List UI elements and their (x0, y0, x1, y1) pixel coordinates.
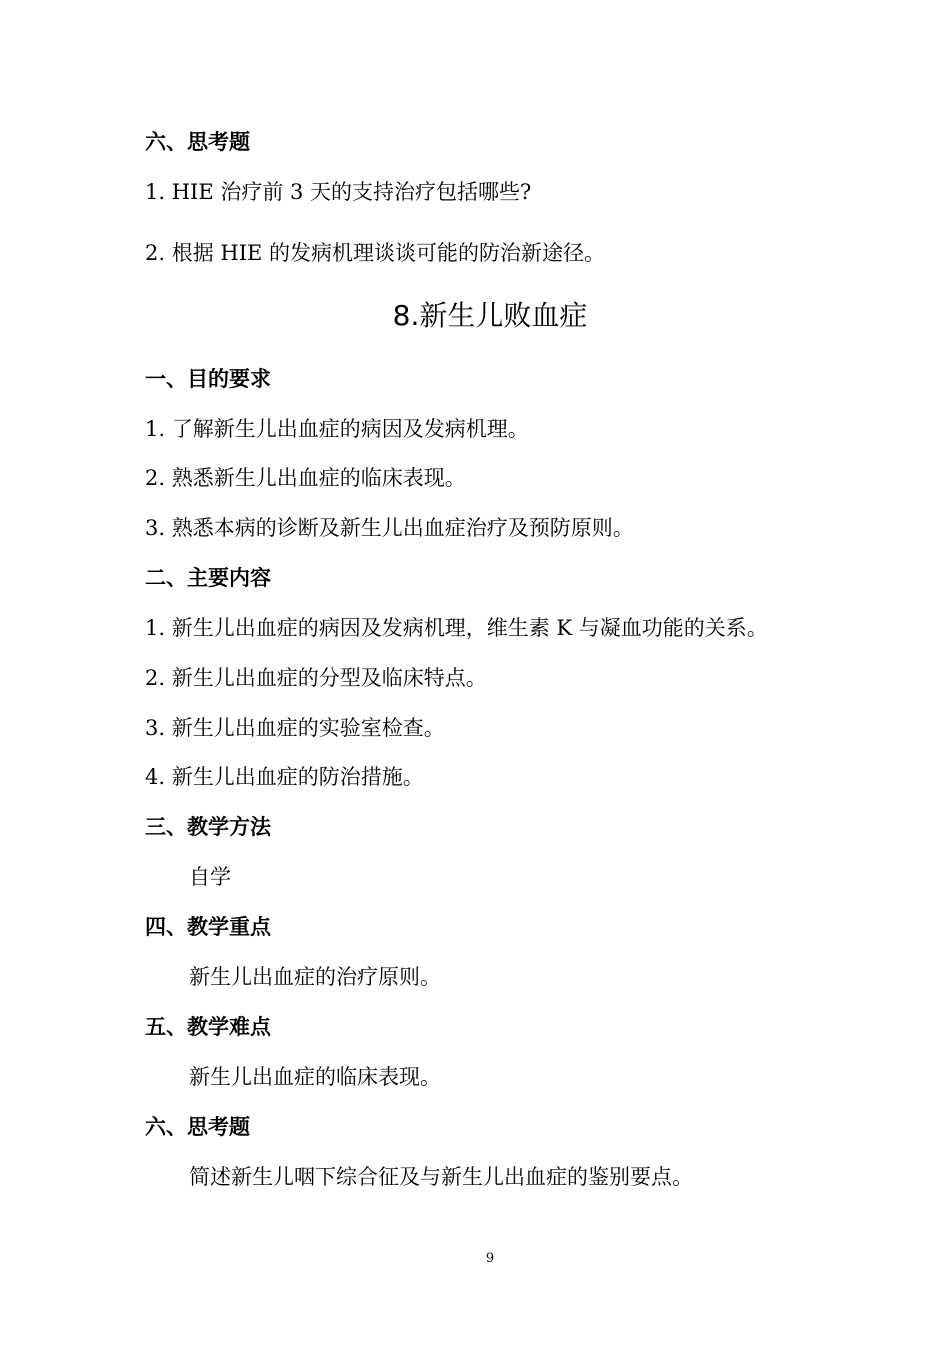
questions-text: 简述新生儿咽下综合征及与新生儿出血症的鉴别要点。 (189, 1165, 693, 1189)
prev-section-heading: 六、思考题 (145, 130, 250, 154)
content-item-3: 3. 新生儿出血症的实验室检查。 (145, 716, 445, 740)
prev-question-1: 1. HIE 治疗前 3 天的支持治疗包括哪些? (145, 180, 532, 204)
difficulties-text: 新生儿出血症的临床表现。 (189, 1065, 441, 1089)
content-heading: 二、主要内容 (145, 566, 271, 590)
content-item-4: 4. 新生儿出血症的防治措施。 (145, 765, 424, 789)
key-points-text: 新生儿出血症的治疗原则。 (189, 965, 441, 989)
content-item-2: 2. 新生儿出血症的分型及临床特点。 (145, 666, 487, 690)
content-item-1: 1. 新生儿出血症的病因及发病机理，维生素 K 与凝血功能的关系。 (145, 616, 768, 640)
key-points-heading: 四、教学重点 (145, 915, 271, 939)
prev-question-2: 2. 根据 HIE 的发病机理谈谈可能的防治新途径。 (145, 241, 605, 265)
objective-item-3: 3. 熟悉本病的诊断及新生儿出血症治疗及预防原则。 (145, 516, 634, 540)
difficulties-heading: 五、教学难点 (145, 1015, 271, 1039)
method-heading: 三、教学方法 (145, 815, 271, 839)
page-number: 9 (485, 1251, 495, 1266)
questions-heading: 六、思考题 (145, 1115, 250, 1139)
objective-item-1: 1. 了解新生儿出血症的病因及发病机理。 (145, 417, 529, 441)
chapter-title: 8.新生儿败血症 (392, 299, 588, 332)
method-text: 自学 (189, 865, 231, 889)
objectives-heading: 一、目的要求 (145, 367, 271, 391)
objective-item-2: 2. 熟悉新生儿出血症的临床表现。 (145, 466, 466, 490)
